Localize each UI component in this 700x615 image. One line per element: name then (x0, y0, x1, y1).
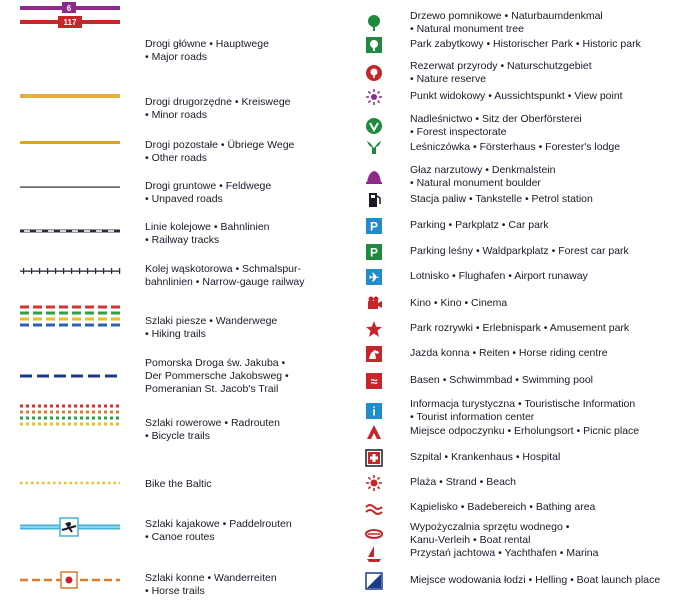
petrol-station-icon (365, 191, 383, 209)
label-line: Wypożyczalnia sprzętu wodnego • (410, 521, 570, 533)
bicycle-trail-dot (92, 417, 95, 420)
hiking-trail-dash (46, 312, 55, 315)
label-line: • Major roads (145, 51, 208, 63)
bicycle-trail-dot (68, 423, 71, 426)
hiking-trail-dash (72, 312, 81, 315)
horse-trail-dash (92, 579, 100, 582)
bicycle-trail-dot (32, 423, 35, 426)
bike-baltic-dot (97, 482, 100, 485)
road-number-text: 6 (66, 4, 72, 13)
hiking-trail-dash (111, 324, 120, 327)
legend-label (145, 315, 277, 341)
bicycle-trail-dot (44, 405, 47, 408)
bicycle-trail-dot (74, 411, 77, 414)
label-line: Szlaki rowerowe • Radrouten (145, 417, 280, 429)
label-line: • Natural monument boulder (410, 177, 541, 189)
bicycle-trail-dot (92, 423, 95, 426)
hiking-trail-dash (111, 318, 120, 321)
label-line: Basen • Schwimmbad • Swimming pool (410, 374, 594, 386)
hiking-trail-dash (59, 312, 68, 315)
narrow-gauge-tick (55, 268, 56, 274)
label-line: Pomeranian St. Jacob's Trail (145, 383, 279, 395)
label-line: Park zabytkowy • Historischer Park • Historic park (410, 38, 641, 50)
bicycle-trail-dot (50, 423, 53, 426)
narrow-gauge-tick (71, 268, 72, 274)
narrow-gauge-tick (103, 268, 104, 274)
jakub-trail-dash (20, 375, 32, 378)
hiking-trail-dash (85, 324, 94, 327)
railway-gap (24, 230, 30, 232)
legend-label (410, 297, 507, 310)
jakub-trail-dash (88, 375, 100, 378)
legend-label (410, 574, 660, 587)
label-line: Parking • Parkplatz • Car park (410, 219, 549, 231)
bicycle-trail-dot (98, 411, 101, 414)
bike-baltic-dot (70, 482, 73, 485)
bicycle-trail-dot (104, 405, 107, 408)
legend-label (410, 60, 592, 86)
airport-icon (365, 268, 383, 286)
horse-trail-dash (80, 579, 88, 582)
narrow-gauge-tick (87, 268, 88, 274)
legend-label (410, 398, 635, 424)
bicycle-trail-dot (62, 405, 65, 408)
label-line: Pomorska Droga św. Jakuba • (145, 357, 286, 369)
railway-gap (72, 230, 78, 232)
bicycle-trail-dot (110, 405, 113, 408)
bicycle-trail-dot (56, 405, 59, 408)
minor-road-line (20, 94, 120, 98)
bicycle-trail-dot (38, 405, 41, 408)
narrow-gauge-tick (79, 268, 80, 274)
label-line: Rezerwat przyrody • Naturschutzgebiet (410, 60, 592, 72)
label-line: Szlaki piesze • Wanderwege (145, 315, 278, 327)
bicycle-trail-dot (116, 411, 119, 414)
railway-line (20, 230, 120, 233)
legend-label (145, 478, 212, 491)
label-line: Parking leśny • Waldparkplatz • Forest car park (410, 245, 629, 257)
label-line: Drogi główne • Hauptwege (145, 38, 269, 50)
boat-launch-icon (365, 572, 383, 590)
bicycle-trail-dot (116, 423, 119, 426)
label-line: Szlaki konne • Wanderreiten (145, 572, 277, 584)
label-line: • Canoe routes (145, 531, 215, 543)
narrow-gauge-tick (119, 268, 120, 274)
legend-label (145, 572, 277, 598)
legend-label (410, 425, 639, 438)
other-road-line (20, 141, 120, 144)
legend-label (410, 501, 595, 514)
hiking-trail-dash (46, 318, 55, 321)
boulder-icon (365, 168, 383, 186)
label-line: Lotnisko • Flughafen • Airport runaway (410, 270, 588, 282)
horse-trail-dash (116, 579, 120, 582)
narrow-gauge-tick (95, 268, 96, 274)
label-line: Der Pommersche Jakobsweg • (145, 370, 289, 382)
bicycle-trail-dot (110, 417, 113, 420)
label-line: Szlaki kajakowe • Paddelrouten (145, 518, 292, 530)
bicycle-trail-dot (92, 405, 95, 408)
legend-label (145, 357, 289, 396)
hiking-trail-dash (59, 318, 68, 321)
label-line: Kąpielisko • Badebereich • Bathing area (410, 501, 596, 513)
hospital-icon (365, 449, 383, 467)
bike-baltic-dot (26, 482, 29, 485)
bicycle-trail-dot (92, 411, 95, 414)
legend-label (145, 139, 294, 165)
narrow-gauge-tick (47, 268, 48, 274)
forest-car-park-icon (365, 243, 383, 261)
bike-baltic-dot (53, 482, 56, 485)
bike-baltic-dot (81, 482, 84, 485)
narrow-gauge-tick (63, 268, 64, 274)
bicycle-trail-dot (62, 411, 65, 414)
bike-baltic-dot (37, 482, 40, 485)
label-line: bahnlinien • Narrow-gauge railway (145, 276, 305, 288)
bicycle-trail-dot (80, 405, 83, 408)
horse-riding-icon (365, 345, 383, 363)
legend-label (410, 113, 582, 139)
bicycle-trail-dot (86, 417, 89, 420)
narrow-gauge-line (20, 271, 120, 272)
label-line: • Bicycle trails (145, 430, 210, 442)
narrow-gauge-tick (111, 268, 112, 274)
label-line: Park rozrywki • Erlebnispark • Amusement park (410, 322, 630, 334)
hiking-trail-dash (33, 312, 42, 315)
hiking-trail-dash (98, 306, 107, 309)
hiking-trail-dash (33, 324, 42, 327)
label-line: • Nature reserve (410, 73, 487, 85)
label-line: Drogi pozostałe • Übriege Wege (145, 139, 295, 151)
horse-line-symbol (0, 545, 130, 615)
horse-trail-dash (44, 579, 52, 582)
label-line: Miejsce wodowania łodzi • Helling • Boat launch place (410, 574, 661, 586)
legend-label (145, 221, 270, 247)
legend-label (410, 374, 593, 387)
bicycle-trail-dot (38, 423, 41, 426)
horse-trail-dash (104, 579, 112, 582)
svg-text:≈: ≈ (370, 374, 378, 388)
horse-trail-dash (20, 579, 28, 582)
label-line: • Railway tracks (145, 234, 220, 246)
bicycle-trail-dot (74, 405, 77, 408)
legend-label (145, 417, 280, 443)
bicycle-trail-dot (26, 423, 29, 426)
bicycle-trail-dot (32, 417, 35, 420)
legend-label (145, 263, 305, 289)
bicycle-trail-dot (80, 417, 83, 420)
label-line: Szpital • Krankenhaus • Hospital (410, 451, 561, 463)
bike-baltic-dot (20, 482, 23, 485)
label-line: Leśniczówka • Försterhaus • Forester's lodge (410, 141, 621, 153)
hiking-trail-dash (98, 324, 107, 327)
hiking-trail-dash (85, 318, 94, 321)
narrow-gauge-tick (39, 268, 40, 274)
picnic-place-icon (365, 423, 383, 441)
bicycle-trail-dot (80, 411, 83, 414)
label-line: Kolej wąskotorowa • Schmalspur- (145, 263, 301, 275)
legend-label (410, 451, 560, 464)
amusement-park-icon (365, 320, 383, 338)
horse-trail-dash (32, 579, 40, 582)
legend-label (145, 180, 271, 206)
label-line: Drogi gruntowe • Feldwege (145, 180, 272, 192)
bicycle-trail-dot (56, 423, 59, 426)
road-number-text: 117 (63, 18, 77, 27)
hiking-trail-dash (72, 324, 81, 327)
label-line: Jazda konna • Reiten • Horse riding centre (410, 347, 608, 359)
label-line: Plaża • Strand • Beach (410, 476, 516, 488)
label-line: • Forest inspectorate (410, 126, 507, 138)
label-line: Drogi drugorzędne • Kreiswege (145, 96, 291, 108)
bike-baltic-dot (59, 482, 62, 485)
bicycle-trail-dot (104, 423, 107, 426)
historic-park-icon (365, 36, 383, 54)
svg-text:✈: ✈ (368, 270, 380, 284)
unpaved-road-line (20, 187, 120, 188)
label-line: Punkt widokowy • Aussichtspunkt • View point (410, 90, 623, 102)
svg-text:P: P (369, 245, 379, 259)
bathing-area-icon (365, 499, 383, 517)
tourist-info-icon (365, 402, 383, 420)
bike-baltic-dot (31, 482, 34, 485)
legend-label (410, 322, 629, 335)
bicycle-trail-dot (98, 405, 101, 408)
bicycle-trail-dot (50, 417, 53, 420)
bicycle-trail-dot (62, 423, 65, 426)
bicycle-trail-dot (56, 417, 59, 420)
label-line: Drzewo pomnikowe • Naturbaumdenkmal (410, 10, 603, 22)
bicycle-trail-dot (86, 405, 89, 408)
bicycle-trail-dot (98, 417, 101, 420)
railway-gap (60, 230, 66, 232)
nature-reserve-icon (365, 64, 383, 82)
label-line: Linie kolejowe • Bahnlinien (145, 221, 270, 233)
canoeist-icon (67, 522, 71, 526)
beach-icon (365, 474, 383, 492)
legend-label (410, 90, 623, 103)
label-line: • Minor roads (145, 109, 208, 121)
hiking-trail-dash (111, 312, 120, 315)
bicycle-trail-dot (32, 411, 35, 414)
narrow-gauge-tick (31, 268, 32, 274)
marina-icon (365, 545, 383, 563)
bicycle-trail-dot (26, 417, 29, 420)
bicycle-trail-dot (50, 411, 53, 414)
legend-label (410, 164, 555, 190)
bicycle-trail-dot (44, 411, 47, 414)
bicycle-trail-dot (74, 423, 77, 426)
label-line: Przystań jachtowa • Yachthafen • Marina (410, 547, 599, 559)
legend-label (410, 347, 608, 360)
label-line: • Tourist information center (410, 411, 535, 423)
bicycle-trail-dot (68, 411, 71, 414)
legend-label (410, 219, 549, 232)
bike-baltic-dot (42, 482, 45, 485)
bicycle-trail-dot (104, 411, 107, 414)
bicycle-trail-dot (86, 423, 89, 426)
horse-trail-marker (66, 577, 73, 584)
bicycle-trail-dot (110, 423, 113, 426)
hiking-trail-dash (59, 324, 68, 327)
jakub-trail-dash (54, 375, 66, 378)
viewpoint-icon (365, 88, 383, 106)
legend-label (145, 38, 269, 64)
bike-baltic-dot (114, 482, 117, 485)
label-line: Bike the Baltic (145, 478, 212, 490)
hiking-trail-dash (20, 318, 29, 321)
bike-baltic-dot (92, 482, 95, 485)
label-line: • Horse trails (145, 585, 205, 597)
label-line: Informacja turystyczna • Touristische Information (410, 398, 636, 410)
hiking-trail-dash (98, 312, 107, 315)
bicycle-trail-dot (44, 417, 47, 420)
bicycle-trail-dot (74, 417, 77, 420)
hiking-trail-dash (33, 306, 42, 309)
hiking-trail-dash (72, 306, 81, 309)
major-line-symbol (0, 0, 130, 63)
cinema-icon (365, 295, 383, 313)
hiking-trail-dash (59, 306, 68, 309)
bike-baltic-dot (108, 482, 111, 485)
bike-baltic-dot (48, 482, 51, 485)
bike-baltic-dot (64, 482, 67, 485)
hiking-trail-dash (46, 324, 55, 327)
bike-baltic-dot (86, 482, 89, 485)
bicycle-trail-dot (26, 411, 29, 414)
legend-label (410, 38, 641, 51)
railway-gap (36, 230, 42, 232)
bicycle-trail-dot (68, 405, 71, 408)
bicycle-trail-dot (68, 417, 71, 420)
bicycle-trail-dot (56, 411, 59, 414)
label-line: Kino • Kino • Cinema (410, 297, 508, 309)
hiking-trail-dash (72, 318, 81, 321)
swimming-pool-icon (365, 372, 383, 390)
label-line: • Other roads (145, 152, 208, 164)
bicycle-trail-dot (20, 405, 23, 408)
hiking-trail-dash (98, 318, 107, 321)
svg-text:i: i (372, 404, 376, 419)
hiking-trail-dash (33, 318, 42, 321)
legend-label (410, 476, 516, 489)
hiking-trail-dash (85, 306, 94, 309)
hiking-trail-dash (20, 312, 29, 315)
bicycle-trail-dot (20, 411, 23, 414)
bicycle-trail-dot (38, 417, 41, 420)
bike-baltic-dot (119, 482, 120, 485)
bicycle-trail-dot (98, 423, 101, 426)
railway-gap (48, 230, 54, 232)
narrow-gauge-tick (23, 268, 24, 274)
legend-label (410, 521, 569, 547)
jakub-trail-dash (105, 375, 117, 378)
bike-baltic-dot (75, 482, 78, 485)
foresters-lodge-icon (365, 139, 383, 157)
label-line: Miejsce odpoczynku • Erholungsort • Picnic place (410, 425, 640, 437)
bike-baltic-dot (103, 482, 106, 485)
tree-icon (365, 14, 383, 32)
label-line: • Unpaved roads (145, 193, 223, 205)
bicycle-trail-dot (20, 417, 23, 420)
jakub-trail-dash (71, 375, 83, 378)
hiking-trail-dash (20, 306, 29, 309)
bicycle-trail-dot (26, 405, 29, 408)
railway-gap (108, 230, 114, 232)
bicycle-line-symbol (0, 380, 130, 450)
car-park-icon (365, 217, 383, 235)
legend-label (410, 547, 598, 560)
legend-label (410, 141, 620, 154)
forest-inspectorate-icon (365, 117, 383, 135)
label-line: Kanu-Verleih • Boat rental (410, 534, 531, 546)
legend-label (145, 518, 292, 544)
bicycle-trail-dot (110, 411, 113, 414)
label-line: Głaz narzutowy • Denkmalstein (410, 164, 556, 176)
jakub-trail-dash (37, 375, 49, 378)
bicycle-trail-dot (104, 417, 107, 420)
railway-gap (84, 230, 90, 232)
hiking-trail-dash (20, 324, 29, 327)
hiking-trail-dash (85, 312, 94, 315)
bicycle-trail-dot (116, 405, 119, 408)
bicycle-trail-dot (38, 411, 41, 414)
legend-label (145, 96, 291, 122)
label-line: • Natural monument tree (410, 23, 524, 35)
bicycle-trail-dot (50, 405, 53, 408)
bicycle-trail-dot (32, 405, 35, 408)
bicycle-trail-dot (80, 423, 83, 426)
legend-label (410, 245, 629, 258)
label-line: • Hiking trails (145, 328, 206, 340)
boat-rental-icon (365, 525, 383, 543)
hiking-trail-dash (111, 306, 120, 309)
legend-label (410, 270, 588, 283)
hiking-trail-dash (46, 306, 55, 309)
label-line: Stacja paliw • Tankstelle • Petrol station (410, 193, 593, 205)
bicycle-trail-dot (62, 417, 65, 420)
bicycle-trail-dot (20, 423, 23, 426)
bicycle-trail-dot (86, 411, 89, 414)
label-line: Nadleśnictwo • Sitz der Oberförsterei (410, 113, 582, 125)
bicycle-trail-dot (116, 417, 119, 420)
legend-label (410, 10, 603, 36)
svg-text:P: P (369, 219, 379, 233)
railway-gap (96, 230, 102, 232)
bicycle-trail-dot (44, 423, 47, 426)
legend-label (410, 193, 593, 206)
